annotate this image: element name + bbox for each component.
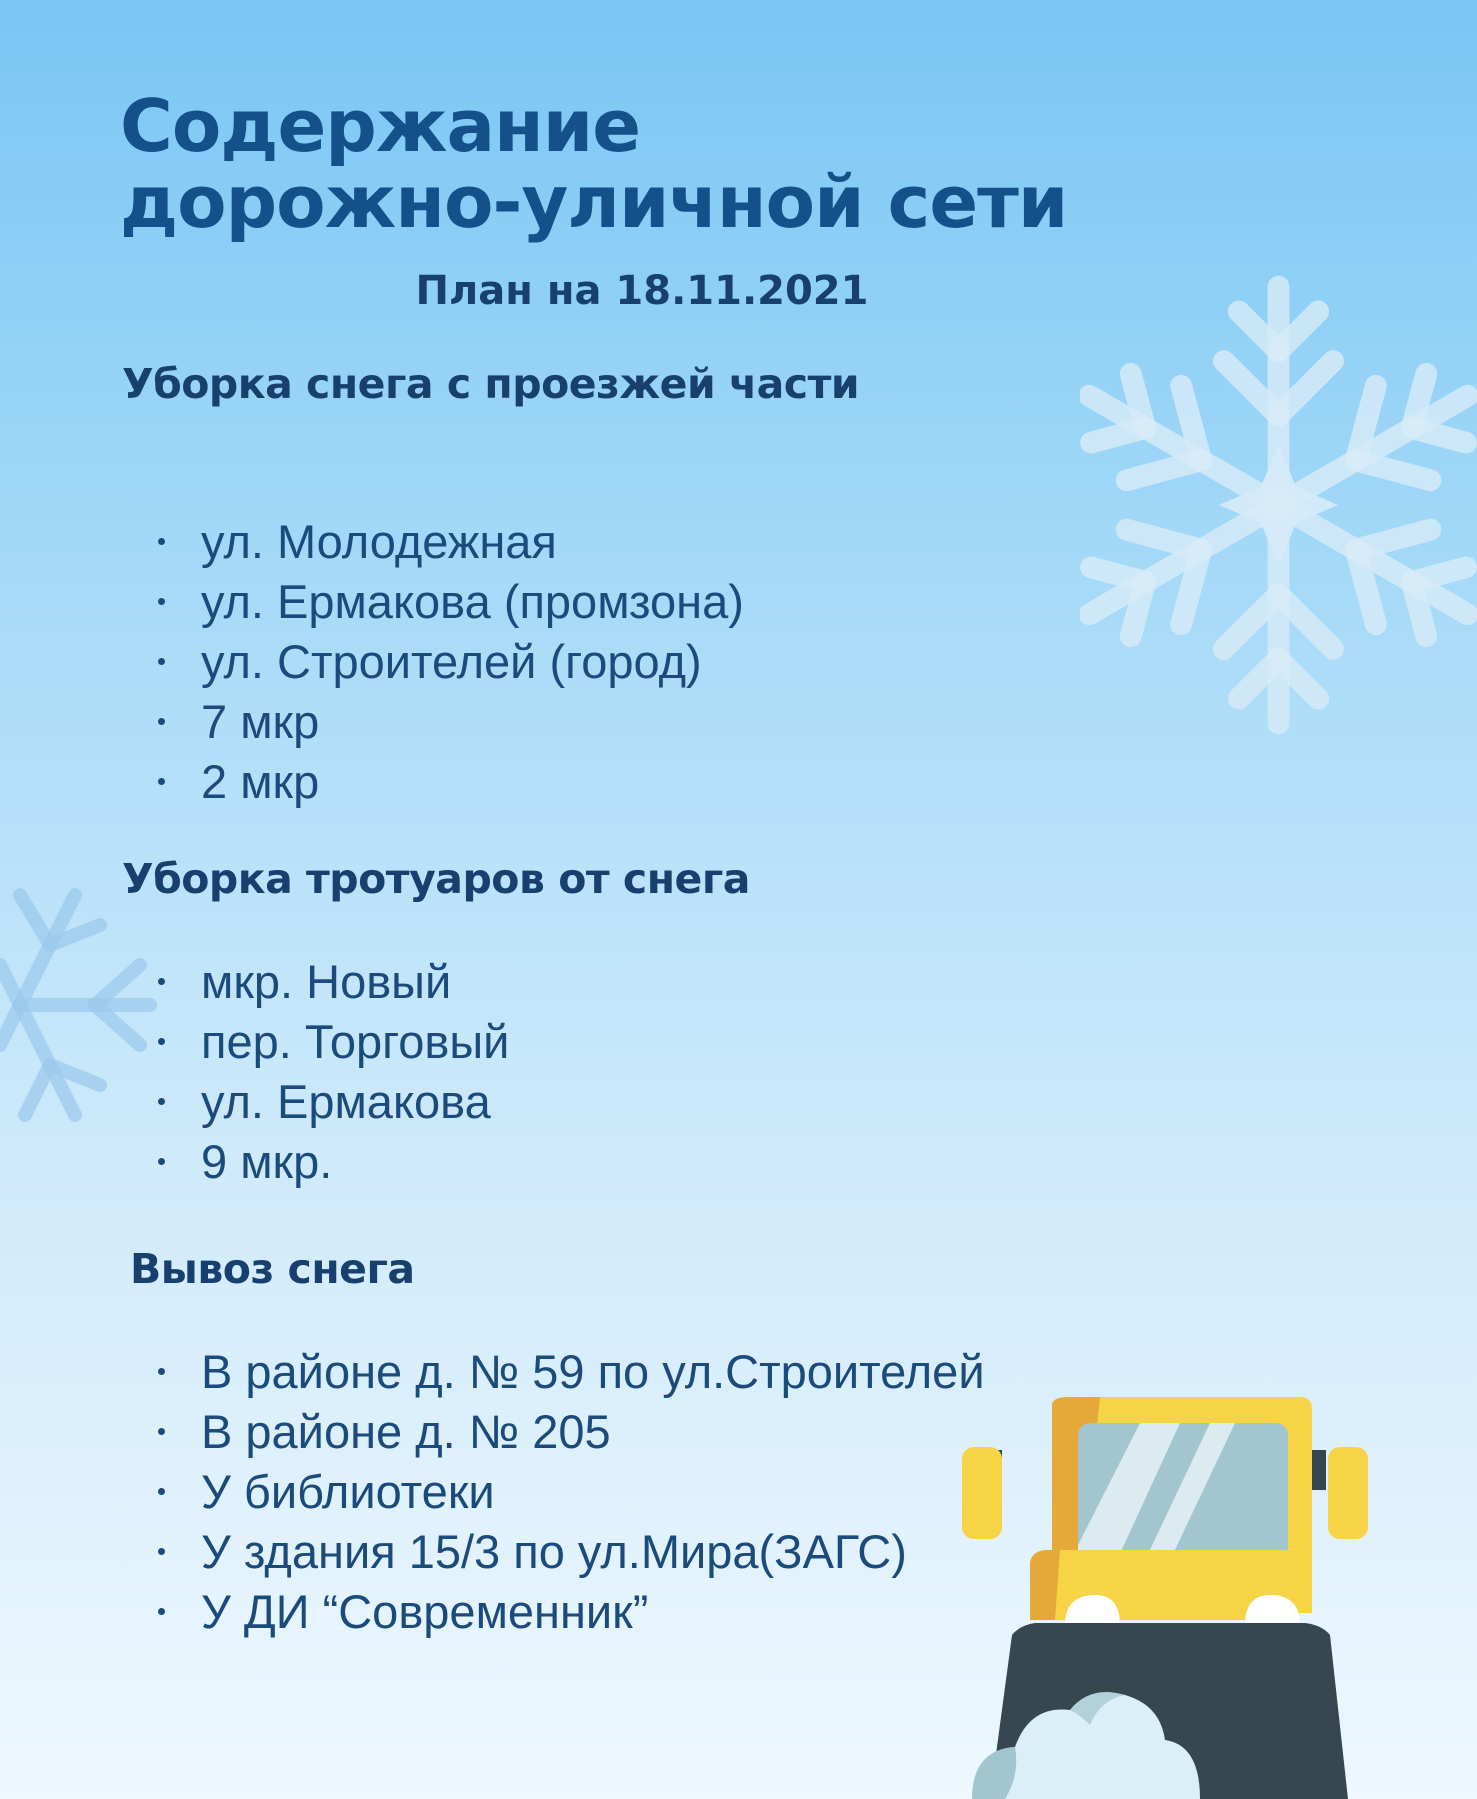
road-list [158,512,744,812]
bullet-icon [158,1608,165,1615]
bullet-icon [158,1488,165,1495]
list-item [158,952,509,1012]
list-item [158,1402,985,1462]
list-item-text: пер. Торговый [201,1015,510,1068]
page-title [120,84,1068,244]
list-item-text: мкр. Новый [201,955,452,1008]
section-heading-removal: Вывоз снега [130,1245,415,1293]
bullet-icon [158,1038,165,1045]
list-item [158,1132,509,1192]
list-item-text: У библиотеки [201,1465,495,1518]
snowflake-icon [0,860,170,1150]
section-heading-road: Уборка снега с проезжей части [122,360,860,408]
list-item-text: 9 мкр. [201,1135,333,1188]
title-line-2: дорожно-уличной сети [120,160,1068,244]
list-item [158,692,744,752]
bullet-icon [158,598,165,605]
bullet-icon [158,658,165,665]
bullet-icon [158,1368,165,1375]
list-item-text: ул. Ермакова [201,1075,491,1128]
list-item-text: У здания 15/3 по ул.Мира(ЗАГС) [201,1525,907,1578]
bullet-icon [158,1098,165,1105]
list-item-text: 2 мкр [201,755,320,808]
bullet-icon [158,1428,165,1435]
sidewalks-list [158,952,509,1192]
list-item [158,1012,509,1072]
list-item [158,632,744,692]
snowplow-icon [960,1395,1380,1799]
list-item [158,752,744,812]
snowflake-icon [1080,265,1477,745]
list-item [158,512,744,572]
list-item [158,1522,985,1582]
bullet-icon [158,718,165,725]
list-item [158,1582,985,1642]
list-item-text: ул. Ермакова (промзона) [201,575,744,628]
list-item-text: ул. Строителей (город) [201,635,702,688]
list-item [158,1072,509,1132]
list-item-text: В районе д. № 205 [201,1405,611,1458]
plan-date: План на 18.11.2021 [415,268,869,314]
bullet-icon [158,538,165,545]
title-line-1: Содержание [120,84,641,168]
bullet-icon [158,778,165,785]
list-item [158,1342,985,1402]
list-item-text: У ДИ “Современник” [201,1585,649,1638]
list-item-text: В районе д. № 59 по ул.Строителей [201,1345,985,1398]
removal-list [158,1342,985,1642]
list-item [158,572,744,632]
list-item-text: 7 мкр [201,695,320,748]
bullet-icon [158,1548,165,1555]
bullet-icon [158,1158,165,1165]
list-item [158,1462,985,1522]
bullet-icon [158,978,165,985]
section-heading-sidewalks: Уборка тротуаров от снега [122,855,750,903]
list-item-text: ул. Молодежная [201,515,557,568]
